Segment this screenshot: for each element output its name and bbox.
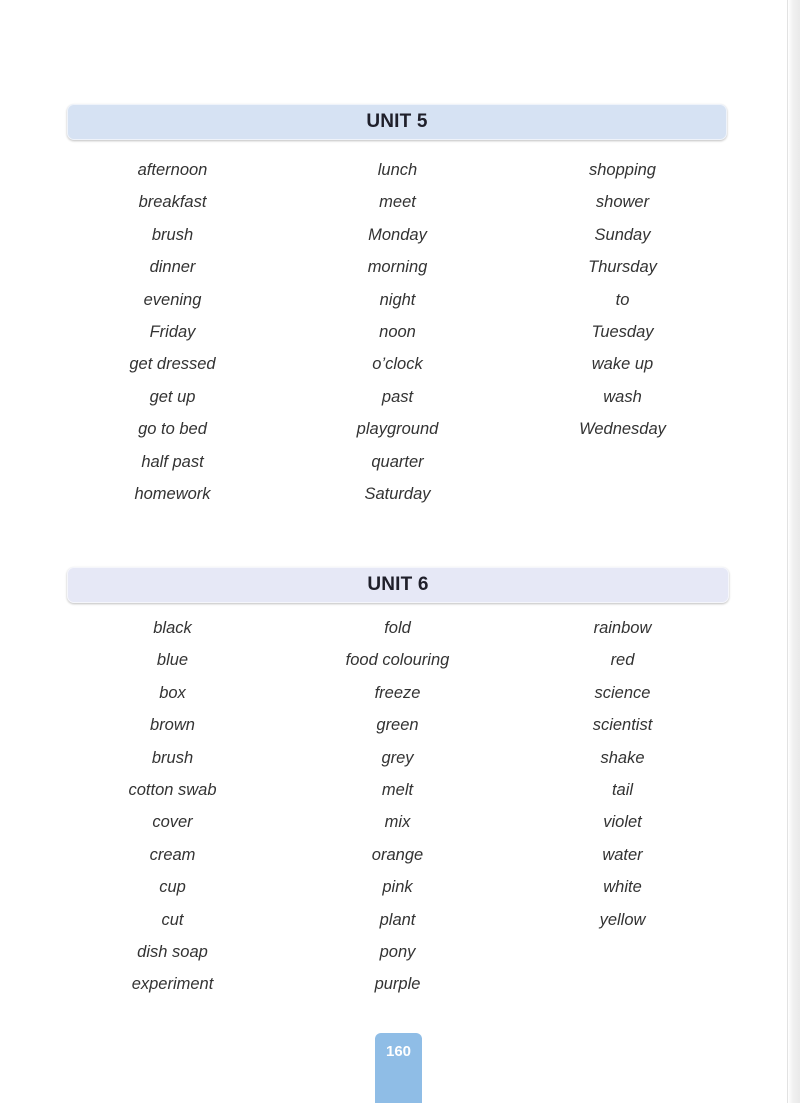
vocabulary-word: Saturday (364, 484, 431, 503)
vocabulary-word: black (153, 619, 192, 637)
vocabulary-word: fold (384, 619, 411, 637)
vocabulary-word: experiment (131, 975, 214, 994)
vocabulary-word: box (159, 683, 186, 702)
vocabulary-word: get dressed (129, 355, 216, 374)
vocabulary-word: cup (159, 878, 186, 897)
vocabulary-word: noon (379, 322, 416, 341)
unit-6-column-1 (60, 612, 285, 1001)
vocabulary-word: mix (384, 813, 411, 832)
unit-5-column-3 (510, 154, 735, 510)
vocabulary-word: go to bed (138, 420, 207, 439)
vocabulary-word: homework (134, 484, 211, 503)
unit-5-word-list (60, 154, 735, 510)
vocabulary-word: wash (603, 387, 642, 406)
vocabulary-word: Sunday (594, 225, 651, 244)
vocabulary-word: playground (356, 420, 439, 439)
vocabulary-word: white (603, 878, 642, 897)
vocabulary-word: wake up (591, 355, 654, 374)
vocabulary-word: morning (367, 258, 428, 277)
vocabulary-word: cotton swab (128, 780, 217, 799)
vocabulary-word: freeze (374, 683, 421, 702)
vocabulary-word: pink (382, 878, 413, 897)
vocabulary-word: shake (600, 748, 645, 767)
vocabulary-word: shower (595, 193, 650, 212)
vocabulary-word: meet (379, 193, 416, 212)
vocabulary-word: night (379, 290, 416, 309)
vocabulary-word: pony (379, 942, 416, 961)
vocabulary-word: red (610, 651, 635, 670)
vocabulary-word: science (594, 683, 651, 702)
unit-6-header (67, 567, 729, 603)
vocabulary-word: brush (151, 225, 194, 244)
vocabulary-word: plant (379, 910, 416, 929)
vocabulary-word: Wednesday (579, 420, 666, 439)
vocabulary-word: cover (152, 813, 193, 832)
vocabulary-word: o’clock (372, 355, 423, 374)
vocabulary-word: blue (156, 651, 189, 670)
vocabulary-word: Friday (149, 322, 196, 341)
vocabulary-word: quarter (371, 452, 424, 471)
vocabulary-word: melt (381, 780, 414, 799)
unit-6-word-list (60, 612, 735, 1001)
vocabulary-word: to (615, 290, 630, 309)
unit-5-column-2 (285, 154, 510, 510)
page-number: 160 (385, 1043, 412, 1060)
vocabulary-word: shopping (589, 161, 656, 179)
vocabulary-word: get up (149, 387, 196, 406)
vocabulary-word: half past (141, 452, 204, 471)
vocabulary-word: dish soap (137, 942, 208, 961)
vocabulary-word: cut (161, 910, 184, 929)
vocabulary-word: past (381, 387, 414, 406)
vocabulary-word: lunch (377, 161, 418, 179)
unit-5-header (67, 104, 727, 140)
vocabulary-word: brown (150, 716, 195, 735)
vocabulary-word: afternoon (137, 161, 208, 179)
vocabulary-word: brush (151, 748, 194, 767)
vocabulary-word: water (602, 845, 643, 864)
vocabulary-word: food colouring (345, 651, 450, 670)
vocabulary-word: yellow (599, 910, 646, 929)
unit-6-column-3 (510, 612, 735, 1001)
vocabulary-word: grey (381, 748, 414, 767)
unit-5-column-1 (60, 154, 285, 510)
vocabulary-word: Monday (368, 225, 427, 244)
vocabulary-word: purple (374, 975, 421, 994)
vocabulary-word: cream (149, 845, 196, 864)
vocabulary-word: evening (143, 290, 202, 309)
vocabulary-word: dinner (149, 258, 196, 277)
page-number-tab (375, 1033, 422, 1103)
vocabulary-word: tail (611, 780, 634, 799)
vocabulary-word: Thursday (588, 258, 657, 277)
vocabulary-word: green (376, 716, 419, 735)
unit-6-column-2 (285, 612, 510, 1001)
unit-5-title: UNIT 5 (366, 111, 428, 132)
page-edge (787, 0, 800, 1103)
vocabulary-word: violet (603, 813, 642, 832)
vocabulary-word: orange (371, 845, 424, 864)
vocabulary-word: breakfast (138, 193, 207, 212)
vocabulary-word: Tuesday (591, 322, 654, 341)
unit-6-title: UNIT 6 (367, 574, 429, 595)
vocabulary-word: rainbow (593, 619, 652, 637)
vocabulary-word: scientist (592, 716, 653, 735)
